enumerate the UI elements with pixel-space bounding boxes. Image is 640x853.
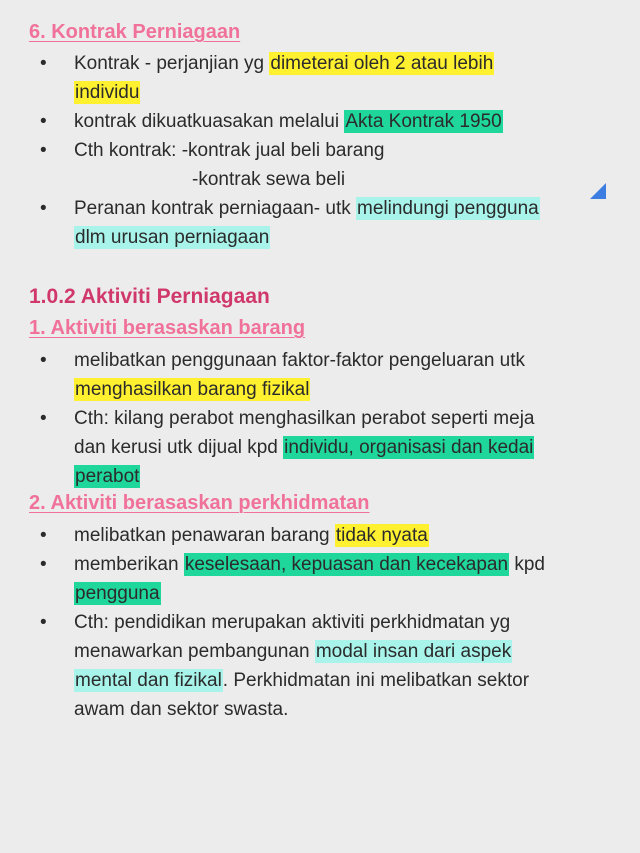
body-text: melibatkan penawaran barang bbox=[74, 525, 335, 546]
bullet-marker: • bbox=[40, 111, 47, 132]
text-line bbox=[74, 433, 534, 462]
text-line bbox=[74, 462, 140, 491]
body-text: Cth: kilang perabot menghasilkan perabot seperti meja bbox=[74, 408, 535, 429]
text-line bbox=[74, 579, 161, 608]
text-line bbox=[192, 165, 345, 194]
highlighted-text: dimeterai oleh 2 atau lebih bbox=[270, 53, 494, 74]
highlighted-text: keselesaan, kepuasan dan kecekapan bbox=[184, 554, 509, 575]
body-text: melibatkan penggunaan faktor-faktor pengeluaran utk bbox=[74, 350, 526, 371]
body-text: menawarkan pembangunan bbox=[74, 641, 315, 662]
text-line bbox=[74, 136, 385, 165]
text-line bbox=[74, 346, 525, 375]
section-heading-kontrak: 6. Kontrak Perniagaan bbox=[29, 21, 241, 43]
selection-handle-icon[interactable] bbox=[590, 183, 606, 199]
highlighted-text: Akta Kontrak 1950 bbox=[345, 111, 502, 132]
highlighted-text: dlm urusan perniagaan bbox=[75, 227, 270, 248]
text-line bbox=[74, 521, 429, 550]
text-line bbox=[74, 78, 140, 107]
bullet-marker: • bbox=[40, 140, 47, 161]
highlighted-text: melindungi pengguna bbox=[357, 198, 539, 219]
highlighted-text: individu, organisasi dan kedai bbox=[284, 437, 534, 458]
highlighted-text: modal insan dari aspek bbox=[315, 641, 512, 662]
body-text: Cth kontrak: -kontrak jual beli barang bbox=[74, 140, 385, 161]
text-line bbox=[74, 107, 503, 136]
body-text: dan kerusi utk dijual kpd bbox=[74, 437, 284, 458]
text-line bbox=[74, 404, 535, 433]
text-line bbox=[74, 223, 270, 252]
body-text: . Perkhidmatan ini melibatkan sektor bbox=[222, 670, 530, 691]
text-line bbox=[74, 375, 310, 404]
bullet-marker: • bbox=[40, 612, 47, 633]
text-line bbox=[74, 637, 512, 666]
highlighted-text: mental dan fizikal bbox=[75, 670, 222, 691]
text-line bbox=[74, 194, 540, 223]
bullet-marker: • bbox=[40, 408, 47, 429]
body-text: memberikan bbox=[74, 554, 184, 575]
section-heading-perkhidmatan: 2. Aktiviti berasaskan perkhidmatan bbox=[29, 492, 370, 514]
highlighted-text: tidak nyata bbox=[335, 525, 428, 546]
highlighted-text: menghasilkan barang fizikal bbox=[75, 379, 310, 400]
body-text: Peranan kontrak perniagaan- utk bbox=[74, 198, 357, 219]
text-line bbox=[74, 695, 288, 724]
bullet-marker: • bbox=[40, 525, 47, 546]
body-text: -kontrak sewa beli bbox=[192, 169, 346, 190]
body-text: kontrak dikuatkuasakan melalui bbox=[74, 111, 345, 132]
bullet-marker: • bbox=[40, 554, 47, 575]
body-text: Kontrak - perjanjian yg bbox=[74, 53, 270, 74]
body-text: kpd bbox=[509, 554, 545, 575]
text-line bbox=[74, 550, 545, 579]
body-text: Cth: pendidikan merupakan aktiviti perkhidmatan yg bbox=[74, 612, 511, 633]
text-line bbox=[74, 608, 510, 637]
bullet-marker: • bbox=[40, 198, 47, 219]
bullet-marker: • bbox=[40, 53, 47, 74]
highlighted-text: pengguna bbox=[75, 583, 160, 604]
section-heading-barang: 1. Aktiviti berasaskan barang bbox=[29, 317, 306, 339]
body-text: awam dan sektor swasta. bbox=[74, 699, 289, 720]
highlighted-text: perabot bbox=[75, 466, 140, 487]
bullet-marker: • bbox=[40, 350, 47, 371]
text-line bbox=[74, 49, 494, 78]
highlighted-text: individu bbox=[75, 82, 140, 103]
text-line bbox=[74, 666, 529, 695]
page-title: 1.0.2 Aktiviti Perniagaan bbox=[29, 285, 270, 308]
